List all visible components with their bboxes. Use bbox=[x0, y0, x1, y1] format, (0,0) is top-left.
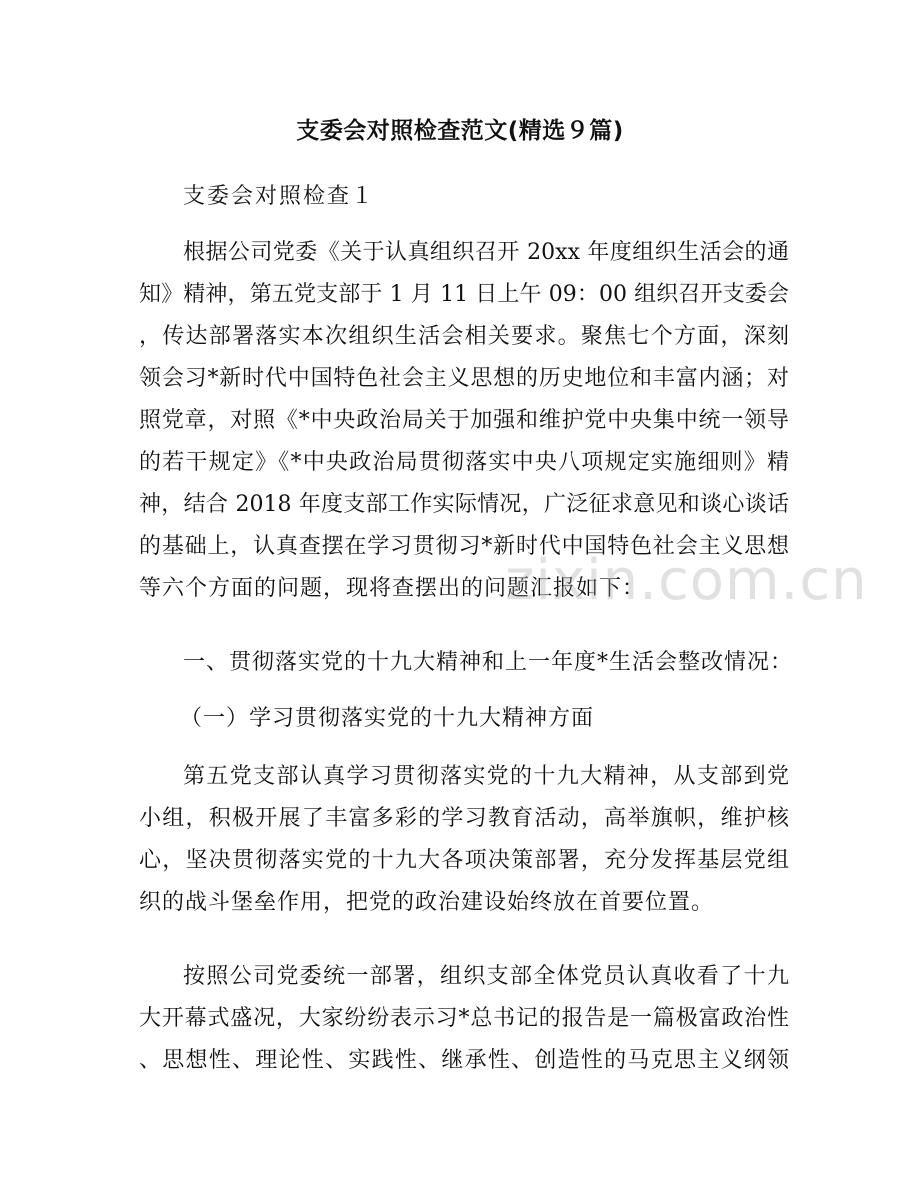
paragraph-line: 心，坚决贯彻落实党的十九大各项决策部署，充分发挥基层党组 bbox=[139, 848, 789, 873]
paragraph-line: 小组，积极开展了丰富多彩的学习教育活动，高举旗帜，维护核 bbox=[139, 806, 789, 831]
section-subtitle: 支委会对照检查１ bbox=[183, 184, 376, 209]
paragraph-line: 神，结合 2018 年度支部工作实际情况，广泛征求意见和谈心谈话 bbox=[139, 492, 789, 517]
watermark: zixin.com.cn bbox=[505, 548, 868, 613]
paragraph-line: 大开幕式盛况，大家纷纷表示习*总书记的报告是一篇极富政治性 bbox=[139, 1006, 789, 1031]
paragraph-line: 第五党支部认真学习贯彻落实党的十九大精神，从支部到党 bbox=[183, 764, 789, 789]
document-title: 支委会对照检查范文(精选９篇) bbox=[296, 118, 624, 144]
paragraph-line: 等六个方面的问题，现将查摆出的问题汇报如下： bbox=[139, 576, 646, 601]
paragraph-line: ，传达部署落实本次组织生活会相关要求。聚焦七个方面，深刻 bbox=[139, 324, 789, 349]
heading-one: 一、贯彻落实党的十九大精神和上一年度*生活会整改情况： bbox=[183, 650, 794, 675]
paragraph-line: 织的战斗堡垒作用，把党的政治建设始终放在首要位置。 bbox=[139, 890, 715, 915]
paragraph-line: 、思想性、理论性、实践性、继承性、创造性的马克思主义纲领 bbox=[139, 1048, 789, 1073]
heading-two: （一）学习贯彻落实党的十九大精神方面 bbox=[180, 706, 595, 731]
paragraph-line: 知》精神，第五党支部于 1 月 11 日上午 09：00 组织召开支委会 bbox=[139, 282, 789, 307]
paragraph-line: 按照公司党委统一部署，组织支部全体党员认真收看了十九 bbox=[183, 964, 789, 989]
paragraph-line: 照党章，对照《*中央政治局关于加强和维护党中央集中统一领导 bbox=[139, 408, 789, 433]
paragraph-line: 的若干规定》《*中央政治局贯彻落实中央八项规定实施细则》精 bbox=[139, 450, 789, 475]
paragraph-line: 根据公司党委《关于认真组织召开 20xx 年度组织生活会的通 bbox=[183, 240, 789, 265]
paragraph-line: 领会习*新时代中国特色社会主义思想的历史地位和丰富内涵；对 bbox=[139, 366, 789, 391]
paragraph-line: 的基础上，认真查摆在学习贯彻习*新时代中国特色社会主义思想 bbox=[139, 534, 789, 559]
